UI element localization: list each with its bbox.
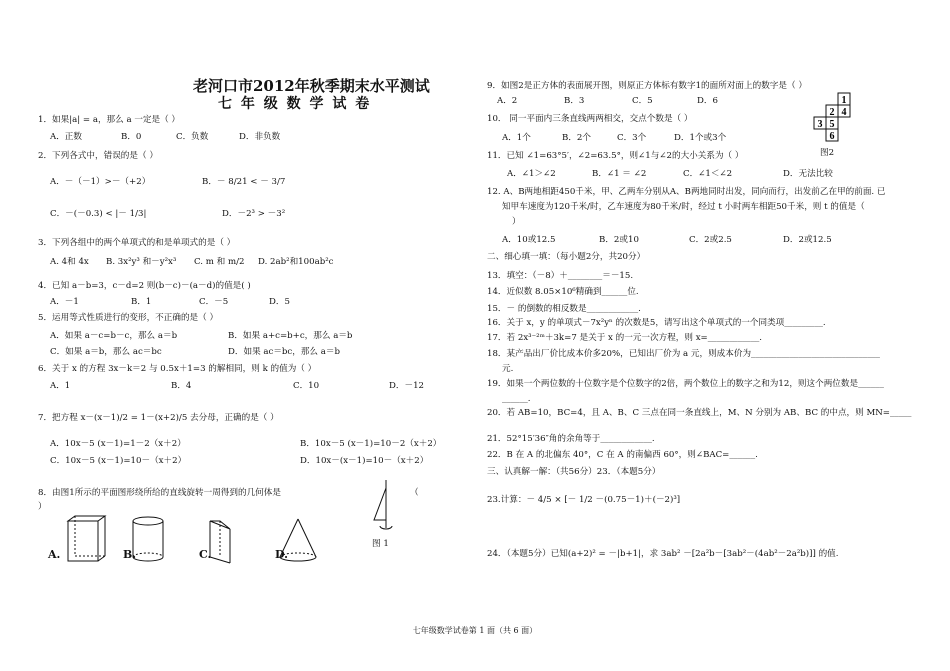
q4-opt-d: D．5 [269, 297, 290, 307]
q8-paren-open: （ [410, 488, 419, 498]
q15-stem: 15．－ 的倒数的相反数是____________. [487, 304, 641, 314]
q5-opt-c: C．如果 a＝b，那么 ac＝bc [50, 347, 162, 357]
net-cell-3: 3 [817, 119, 823, 130]
q4-opt-a: A．－1 [50, 297, 79, 307]
q12-opt-c: C．2或2.5 [689, 235, 732, 245]
q2-opt-a: A．－（－1）>－（+2） [50, 177, 151, 187]
q5-opt-b: B．如果 a+c=b+c，那么 a＝b [228, 331, 353, 341]
q11-opt-d: D．无法比较 [783, 169, 833, 179]
exam-subtitle: 七 年 级 数 学 试 卷 [218, 96, 372, 112]
q2-opt-d: D．－2³ > －3² [222, 209, 286, 219]
q16-stem: 16．关于 x，y 的单项式－7x²yⁿ 的次数是5，请写出这个单项式的一个同类项_________. [487, 318, 826, 328]
section-3-heading: 三、认真解一解：（共56分）23．（本题5分） [487, 467, 661, 477]
q12-opt-d: D．2或12.5 [783, 235, 832, 245]
q19-stem: 19．如果一个两位数的十位数字是个位数字的2倍，两个数位上的数字之和为12，则这个两位数是______ [487, 379, 884, 389]
q10-stem: 10． 同一平面内三条直线两两相交，交点个数是（ ） [487, 114, 693, 124]
q8-label-a: A. [48, 548, 61, 561]
q6-opt-d: D．－12 [389, 381, 425, 391]
q10-opt-b: B．2个 [562, 133, 591, 143]
q7-opt-b: B．10x－5 (x－1)=10－2（x＋2） [300, 439, 442, 449]
q7-opt-c: C．10x－5 (x－1)=10－（x＋2） [50, 456, 187, 466]
q6-stem: 6．关于 x 的方程 3x－k＝2 与 0.5x＋1=3 的解相同，则 k 的值为（ ） [38, 364, 317, 374]
q7-opt-a: A．10x－5 (x－1)=1－2（x＋2） [50, 439, 186, 449]
q10-opt-a: A．1个 [502, 133, 531, 143]
q10-opt-d: D．1个或3个 [674, 133, 727, 143]
page-footer: 七年级数学试卷第 1 面（共 6 面） [412, 626, 538, 635]
q14-stem: 14．近似数 8.05×10⁶精确到______位. [487, 287, 639, 297]
q11-opt-c: C．∠1＜∠2 [683, 169, 733, 179]
solid-b-cylinder [133, 517, 163, 561]
section-2-heading: 二、细心填一填：（每小题2分，共20分） [487, 252, 646, 262]
q5-opt-a: A．如果 a－c=b－c，那么 a＝b [50, 331, 178, 341]
q20-stem: 20．若 AB=10，BC=4，且 A、B、C 三点在同一条直线上，M、N 分别为 AB、BC 的中点，则 MN=_____ [487, 408, 912, 418]
q1-stem: 1．如果|a| = a，那么 a 一定是（ ） [38, 115, 181, 125]
exam-title: 老河口市2012年秋季期末水平测试 [193, 77, 430, 95]
q8-paren-close: ） [38, 502, 47, 512]
q19-stem-cont: ______. [502, 394, 531, 404]
q3-opt-a: A. 4和 4x [50, 257, 89, 267]
q9-stem: 9．如图2是正方体的表面展开图，则原正方体标有数字1的面所对面上的数字是（ ） [487, 81, 807, 91]
q11-opt-b: B．∠1 ＝ ∠2 [592, 169, 647, 179]
q12-opt-a: A．10或12.5 [502, 235, 556, 245]
q1-opt-a: A．正数 [50, 132, 82, 142]
q9-opt-c: C．5 [632, 96, 653, 106]
q9-opt-b: B．3 [564, 96, 585, 106]
figure-2-cube-net [808, 92, 856, 148]
q5-stem: 5．运用等式性质进行的变形，不正确的是（ ） [38, 313, 219, 323]
q24-stem: 24．（本题5分）已知(a+2)² = －|b+1|，求 3ab² －[2a²b－[3ab²－(4ab²－2a²b)]] 的值. [487, 549, 839, 559]
q4-opt-c: C．－5 [199, 297, 229, 307]
q6-opt-c: C．10 [293, 381, 320, 391]
q2-opt-b: B．－ 8/21 < － 3/7 [202, 177, 286, 187]
figure-1-triangle [366, 478, 406, 534]
q5-opt-d: D．如果 ac＝bc，那么 a＝b [228, 347, 340, 357]
q7-opt-d: D．10x－(x－1)=10－（x＋2） [300, 456, 429, 466]
q2-stem: 2．下列各式中，错误的是（ ） [38, 151, 158, 161]
q6-opt-a: A．1 [50, 381, 71, 391]
net-cell-4: 4 [841, 107, 847, 118]
q12-stem-line2: 知甲车速度为120千米/时，乙车速度为80千米/时，经过 t 小时两车相距50千米，则 t 的值是（ [502, 202, 865, 212]
q12-opt-b: B．2或10 [599, 235, 639, 245]
q8-stem: 8．由图1所示的平面图形绕所给的直线旋转一周得到的几何体是 [38, 488, 281, 498]
q18-stem-cont: 元. [502, 364, 514, 374]
q11-stem: 11．已知 ∠1=63°5′，∠2=63.5°，则∠1与∠2的大小关系为（ ） [487, 151, 744, 161]
q11-opt-a: A．∠1＞∠2 [507, 169, 556, 179]
q9-opt-d: D．6 [697, 96, 718, 106]
q9-opt-a: A．2 [497, 96, 518, 106]
q8-label-b: B. [123, 548, 137, 561]
figure-2-caption: 图2 [820, 148, 835, 158]
q22-stem: 22．B 在 A 的北偏东 40°，C 在 A 的南偏西 60°，则∠BAC=______. [487, 450, 758, 460]
q4-stem: 4．已知 a－b=3，c－d=2 则(b－c)－(a－d)的值是( ) [38, 281, 251, 291]
q1-opt-b: B．0 [121, 132, 142, 142]
net-cell-6: 6 [829, 131, 835, 142]
solid-a-prism [68, 516, 105, 561]
solid-c-tri-prism [210, 521, 230, 563]
q3-stem: 3．下列各组中的两个单项式的和是单项式的是（ ） [38, 238, 236, 248]
net-cell-2: 2 [829, 107, 835, 118]
net-cell-5: 5 [829, 119, 835, 130]
q6-opt-b: B．4 [171, 381, 192, 391]
figure-1-caption: 图 1 [372, 539, 389, 549]
net-cell-1: 1 [841, 95, 847, 106]
q7-stem: 7．把方程 x－(x－1)/2 = 1－(x+2)/5 去分母，正确的是（ ） [38, 413, 279, 423]
q13-stem: 13．填空：（－8）＋________＝－15. [487, 271, 634, 281]
q3-opt-d: D. 2ab²和100ab²c [258, 257, 334, 267]
q2-opt-c: C．－(－0.3) < |－ 1/3| [50, 209, 147, 219]
q3-opt-c: C. m 和 m/2 [194, 257, 245, 267]
q4-opt-b: B．1 [131, 297, 152, 307]
q17-stem: 17．若 2x³⁻²ᵐ＋3k=7 是关于 x 的一元一次方程，则 x=____________. [487, 333, 763, 343]
q18-stem: 18．某产品出厂价比成本价多20%，已知出厂价为 a 元，则成本价为______________________________ [487, 349, 880, 359]
q1-opt-c: C．负数 [176, 132, 209, 142]
q21-stem: 21．52°15′36″角的余角等于____________. [487, 434, 655, 444]
q1-opt-d: D．非负数 [239, 132, 281, 142]
q3-opt-b: B. 3x²y³ 和－y²x³ [106, 257, 177, 267]
q23-stem: 23.计算：－ 4/5 × [－ 1/2 －(0.75－1)＋(－2)³] [487, 495, 681, 505]
q12-stem-line1: 12. A、B两地相距450千米，甲、乙两车分别从A、B两地同时出发，同向而行，出发前乙在甲的前面. 已 [487, 187, 886, 197]
q10-opt-c: C．3个 [617, 133, 647, 143]
q12-stem-line3: ） [512, 217, 521, 227]
q8-label-c: C. [199, 548, 212, 561]
q8-label-d: D. [275, 548, 288, 561]
